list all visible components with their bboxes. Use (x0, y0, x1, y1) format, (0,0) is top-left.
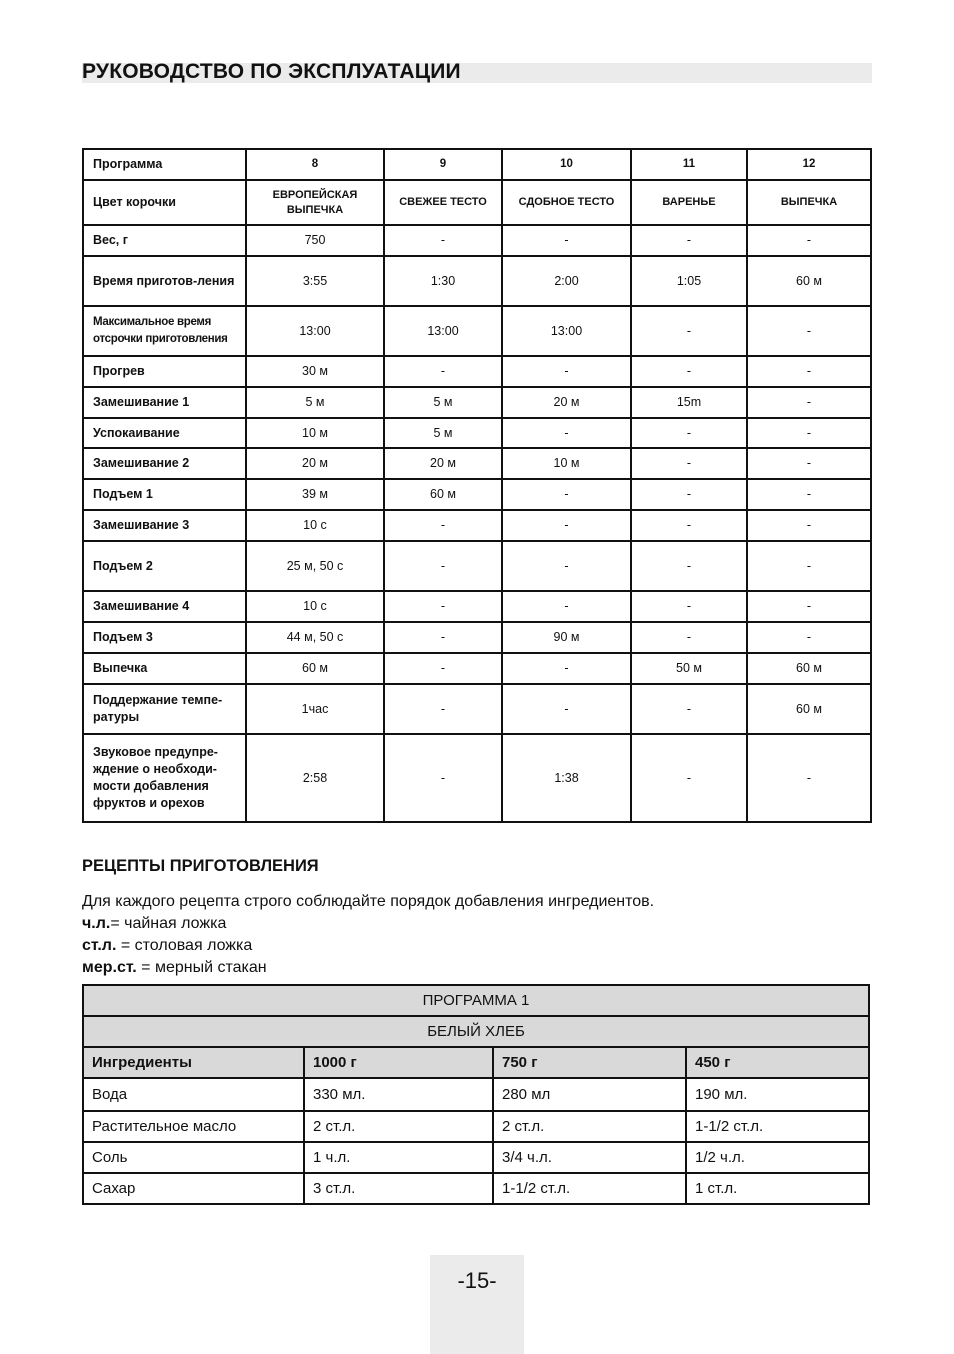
recipes-title: РЕЦЕПТЫ ПРИГОТОВЛЕНИЯ (82, 857, 319, 875)
cell-value: 1час (246, 684, 384, 734)
cell-value: 60 м (246, 653, 384, 684)
cell-value: - (384, 622, 502, 653)
recipe-header-cell: 1000 г (304, 1047, 493, 1078)
cell-value: 1:05 (631, 256, 747, 306)
row-label: Максимальное время отсрочки приготовления (83, 306, 246, 356)
row-label: Прогрев (83, 356, 246, 387)
cell-value: 44 м, 50 с (246, 622, 384, 653)
cell-value: - (502, 684, 631, 734)
row-label: Подъем 2 (83, 541, 246, 591)
cell-value: 8 (246, 149, 384, 180)
program-row (83, 653, 871, 684)
program-row (83, 684, 871, 734)
cell-value: - (631, 510, 747, 541)
page-number: -15- (457, 1268, 497, 1293)
cell-value: - (502, 479, 631, 510)
recipes-intro (82, 891, 654, 979)
recipe-name-row (83, 1016, 869, 1047)
ingredient-name: Сахар (83, 1173, 304, 1204)
ingredient-amount: 330 мл. (304, 1078, 493, 1111)
cell-value: 90 м (502, 622, 631, 653)
cell-value: - (502, 510, 631, 541)
cell-value: 5 м (384, 418, 502, 448)
cell-value: 750 (246, 225, 384, 256)
program-row (83, 225, 871, 256)
cell-value: 20 м (384, 448, 502, 479)
recipe-name: БЕЛЫЙ ХЛЕБ (83, 1016, 869, 1047)
cell-value: 30 м (246, 356, 384, 387)
recipe-program: ПРОГРАММА 1 (83, 985, 869, 1016)
cell-value: - (631, 622, 747, 653)
cell-value: - (384, 734, 502, 822)
ingredient-amount: 2 ст.л. (493, 1111, 686, 1142)
cell-value: - (631, 591, 747, 622)
cell-value: 60 м (747, 256, 871, 306)
cell-value: 20 м (502, 387, 631, 418)
program-row (83, 356, 871, 387)
cell-value: - (502, 356, 631, 387)
ingredient-amount: 3/4 ч.л. (493, 1142, 686, 1173)
cell-value: 9 (384, 149, 502, 180)
cell-value: 15m (631, 387, 747, 418)
program-row (83, 448, 871, 479)
program-settings-table (82, 148, 872, 823)
cell-value: 12 (747, 149, 871, 180)
cell-value: 5 м (246, 387, 384, 418)
cell-value: 10 с (246, 510, 384, 541)
legend-item-cup (82, 957, 654, 979)
cell-value: - (747, 541, 871, 591)
program-row (83, 479, 871, 510)
row-label: Выпечка (83, 653, 246, 684)
cell-value: ВЫПЕЧКА (747, 180, 871, 225)
recipe-program-row (83, 985, 869, 1016)
cell-value: - (747, 510, 871, 541)
cell-value: - (502, 541, 631, 591)
row-label: Замешивание 4 (83, 591, 246, 622)
intro-text: Для каждого рецепта строго соблюдайте порядок добавления ингредиентов. (82, 893, 655, 910)
row-label: Замешивание 1 (83, 387, 246, 418)
program-row (83, 149, 871, 180)
ingredient-amount: 1-1/2 ст.л. (493, 1173, 686, 1204)
cell-value: - (631, 418, 747, 448)
program-row (83, 180, 871, 225)
ingredient-amount: 3 ст.л. (304, 1173, 493, 1204)
program-row (83, 591, 871, 622)
cell-value: - (631, 734, 747, 822)
cell-value: 11 (631, 149, 747, 180)
ingredient-amount: 280 мл (493, 1078, 686, 1111)
recipe-row (83, 1142, 869, 1173)
cell-value: 13:00 (502, 306, 631, 356)
cell-value: - (384, 356, 502, 387)
legend-abbr: мер.ст. (82, 959, 137, 976)
cell-value: - (747, 448, 871, 479)
cell-value: - (384, 541, 502, 591)
program-row (83, 418, 871, 448)
cell-value: - (631, 684, 747, 734)
cell-value: 50 м (631, 653, 747, 684)
cell-value: 25 м, 50 с (246, 541, 384, 591)
legend-text: = чайная ложка (110, 915, 227, 932)
cell-value: 10 с (246, 591, 384, 622)
cell-value: 60 м (747, 653, 871, 684)
cell-value: ЕВРОПЕЙСКАЯ ВЫПЕЧКА (246, 180, 384, 225)
cell-value: - (384, 591, 502, 622)
cell-value: - (384, 225, 502, 256)
legend-text: = мерный стакан (136, 959, 267, 976)
cell-value: - (631, 225, 747, 256)
cell-value: - (502, 653, 631, 684)
row-label: Замешивание 2 (83, 448, 246, 479)
row-label: Программа (83, 149, 246, 180)
cell-value: - (631, 479, 747, 510)
recipe-header-cell: 450 г (686, 1047, 869, 1078)
cell-value: - (747, 306, 871, 356)
program-row (83, 622, 871, 653)
page-title: РУКОВОДСТВО ПО ЭКСПЛУАТАЦИИ (82, 60, 461, 83)
legend-item-tsp (82, 913, 654, 935)
recipe-header-cell: Ингредиенты (83, 1047, 304, 1078)
cell-value: - (747, 387, 871, 418)
cell-value: - (631, 306, 747, 356)
row-label: Поддержание темпе-ратуры (83, 684, 246, 734)
cell-value: - (502, 418, 631, 448)
cell-value: 5 м (384, 387, 502, 418)
ingredient-amount: 1-1/2 ст.л. (686, 1111, 869, 1142)
cell-value: - (631, 448, 747, 479)
recipe-table (82, 984, 870, 1205)
ingredient-amount: 1 ст.л. (686, 1173, 869, 1204)
cell-value: СВЕЖЕЕ ТЕСТО (384, 180, 502, 225)
ingredient-name: Вода (83, 1078, 304, 1111)
row-label: Подъем 3 (83, 622, 246, 653)
cell-value: 13:00 (246, 306, 384, 356)
cell-value: СДОБНОЕ ТЕСТО (502, 180, 631, 225)
recipe-row (83, 1078, 869, 1111)
cell-value: - (631, 356, 747, 387)
cell-value: 60 м (384, 479, 502, 510)
cell-value: - (747, 479, 871, 510)
cell-value: 10 (502, 149, 631, 180)
cell-value: 1:30 (384, 256, 502, 306)
ingredient-amount: 1/2 ч.л. (686, 1142, 869, 1173)
legend-text: = столовая ложка (116, 937, 253, 954)
recipe-row (83, 1111, 869, 1142)
cell-value: 13:00 (384, 306, 502, 356)
program-row (83, 510, 871, 541)
row-label: Звуковое предупре-ждение о необходи-мости добавления фруктов и орехов (83, 734, 246, 822)
cell-value: - (747, 622, 871, 653)
legend-item-tbsp (82, 935, 654, 957)
ingredient-name: Соль (83, 1142, 304, 1173)
recipe-header-row (83, 1047, 869, 1078)
cell-value: 2:58 (246, 734, 384, 822)
recipe-header-cell: 750 г (493, 1047, 686, 1078)
cell-value: - (384, 684, 502, 734)
cell-value: - (384, 510, 502, 541)
program-row (83, 306, 871, 356)
row-label: Успокаивание (83, 418, 246, 448)
cell-value: 20 м (246, 448, 384, 479)
cell-value: 10 м (502, 448, 631, 479)
legend-abbr: ч.л. (82, 915, 111, 932)
cell-value: 10 м (246, 418, 384, 448)
program-row (83, 541, 871, 591)
row-label: Подъем 1 (83, 479, 246, 510)
ingredient-amount: 190 мл. (686, 1078, 869, 1111)
program-row (83, 256, 871, 306)
ingredient-name: Растительное масло (83, 1111, 304, 1142)
cell-value: 39 м (246, 479, 384, 510)
row-label: Вес, г (83, 225, 246, 256)
cell-value: - (747, 418, 871, 448)
row-label: Замешивание 3 (83, 510, 246, 541)
cell-value: - (747, 356, 871, 387)
cell-value: - (747, 734, 871, 822)
legend-abbr: ст.л. (82, 937, 117, 954)
recipe-row (83, 1173, 869, 1204)
cell-value: - (502, 591, 631, 622)
cell-value: - (747, 591, 871, 622)
ingredient-amount: 2 ст.л. (304, 1111, 493, 1142)
cell-value: - (631, 541, 747, 591)
cell-value: - (502, 225, 631, 256)
cell-value: 2:00 (502, 256, 631, 306)
cell-value: 1:38 (502, 734, 631, 822)
cell-value: 60 м (747, 684, 871, 734)
cell-value: - (384, 653, 502, 684)
ingredient-amount: 1 ч.л. (304, 1142, 493, 1173)
program-row (83, 387, 871, 418)
cell-value: ВАРЕНЬЕ (631, 180, 747, 225)
row-label: Цвет корочки (83, 180, 246, 225)
cell-value: - (747, 225, 871, 256)
cell-value: 3:55 (246, 256, 384, 306)
program-row (83, 734, 871, 822)
row-label: Время приготов-ления (83, 256, 246, 306)
